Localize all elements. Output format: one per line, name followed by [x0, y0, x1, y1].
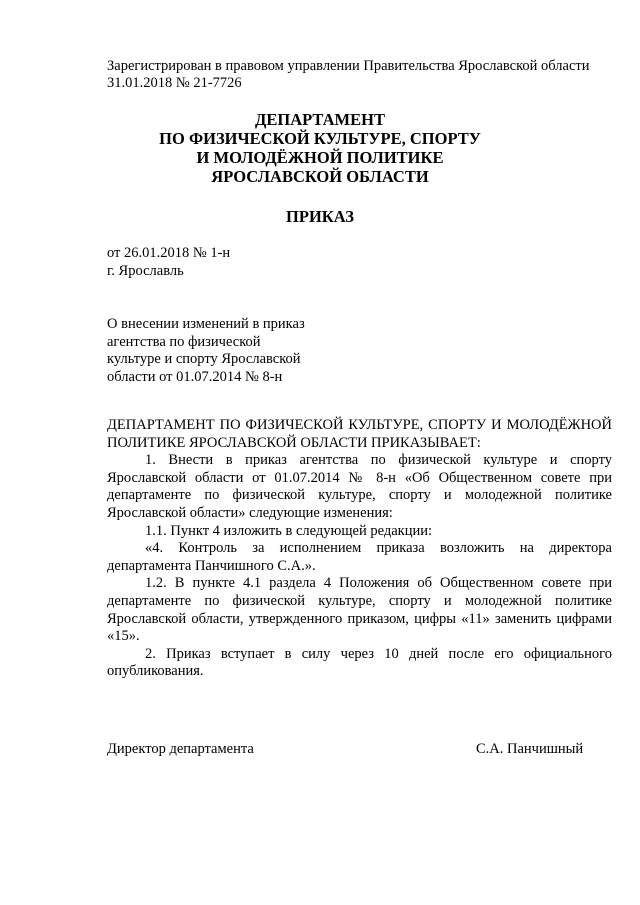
item-1-2-paragraph: 1.2. В пункте 4.1 раздела 4 Положения об Общественном совете при департаменте по физической культуре, спорту и молодежной политике Ярославской области, утвержденного приказом, цифры «11» заменить цифрами «15». [107, 575, 612, 645]
department-header-line: И МОЛОДЁЖНОЙ ПОЛИТИКЕ [196, 148, 444, 167]
subject-line: агентства по физической [107, 333, 261, 350]
item-1-paragraph: 1. Внести в приказ агентства по физической культуре и спорту Ярославской области от 01.07.2014 № 8-н «Об Общественном совете при департаменте по физической культуре, спорту и молодежной политике Ярославской области» следующие изменения: [107, 452, 612, 521]
subject-line: О внесении изменений в приказ [107, 316, 305, 332]
signatory-name: С.А. Панчишный [476, 741, 584, 757]
order-date-number: от 26.01.2018 № 1-н [107, 245, 231, 261]
item-2-paragraph: 2. Приказ вступает в силу через 10 дней после его официального опубликования. [107, 645, 612, 680]
department-header-line: ПО ФИЗИЧЕСКОЙ КУЛЬТУРЕ, СПОРТУ [159, 129, 481, 148]
department-header-line: ЯРОСЛАВСКОЙ ОБЛАСТИ [211, 167, 429, 186]
department-header [0, 110, 640, 186]
order-city: г. Ярославль [107, 263, 184, 279]
registration-line-2: 31.01.2018 № 21-7726 [107, 75, 242, 91]
item-1-1-quote-paragraph: «4. Контроль за исполнением приказа возложить на директора департамента Панчишного С.А.». [107, 540, 612, 574]
preamble-paragraph: ДЕПАРТАМЕНТ ПО ФИЗИЧЕСКОЙ КУЛЬТУРЕ, СПОРТУ И МОЛОДЁЖНОЙ ПОЛИТИКЕ ЯРОСЛАВСКОЙ ОБЛАСТИ ПРИКАЗЫВАЕТ: [107, 417, 612, 451]
document-type-title: ПРИКАЗ [286, 207, 354, 226]
subject-line: культуре и спорту Ярославской [107, 351, 301, 367]
department-header-line: ДЕПАРТАМЕНТ [255, 110, 385, 129]
item-1-1-paragraph: 1.1. Пункт 4 изложить в следующей редакции: [145, 522, 433, 539]
order-subject [107, 316, 305, 386]
subject-line: области от 01.07.2014 № 8-н [107, 368, 283, 385]
order-body [107, 417, 612, 681]
registration-line-1: Зарегистрирован в правовом управлении Правительства Ярославской области [107, 58, 590, 74]
signatory-position: Директор департамента [107, 741, 254, 757]
